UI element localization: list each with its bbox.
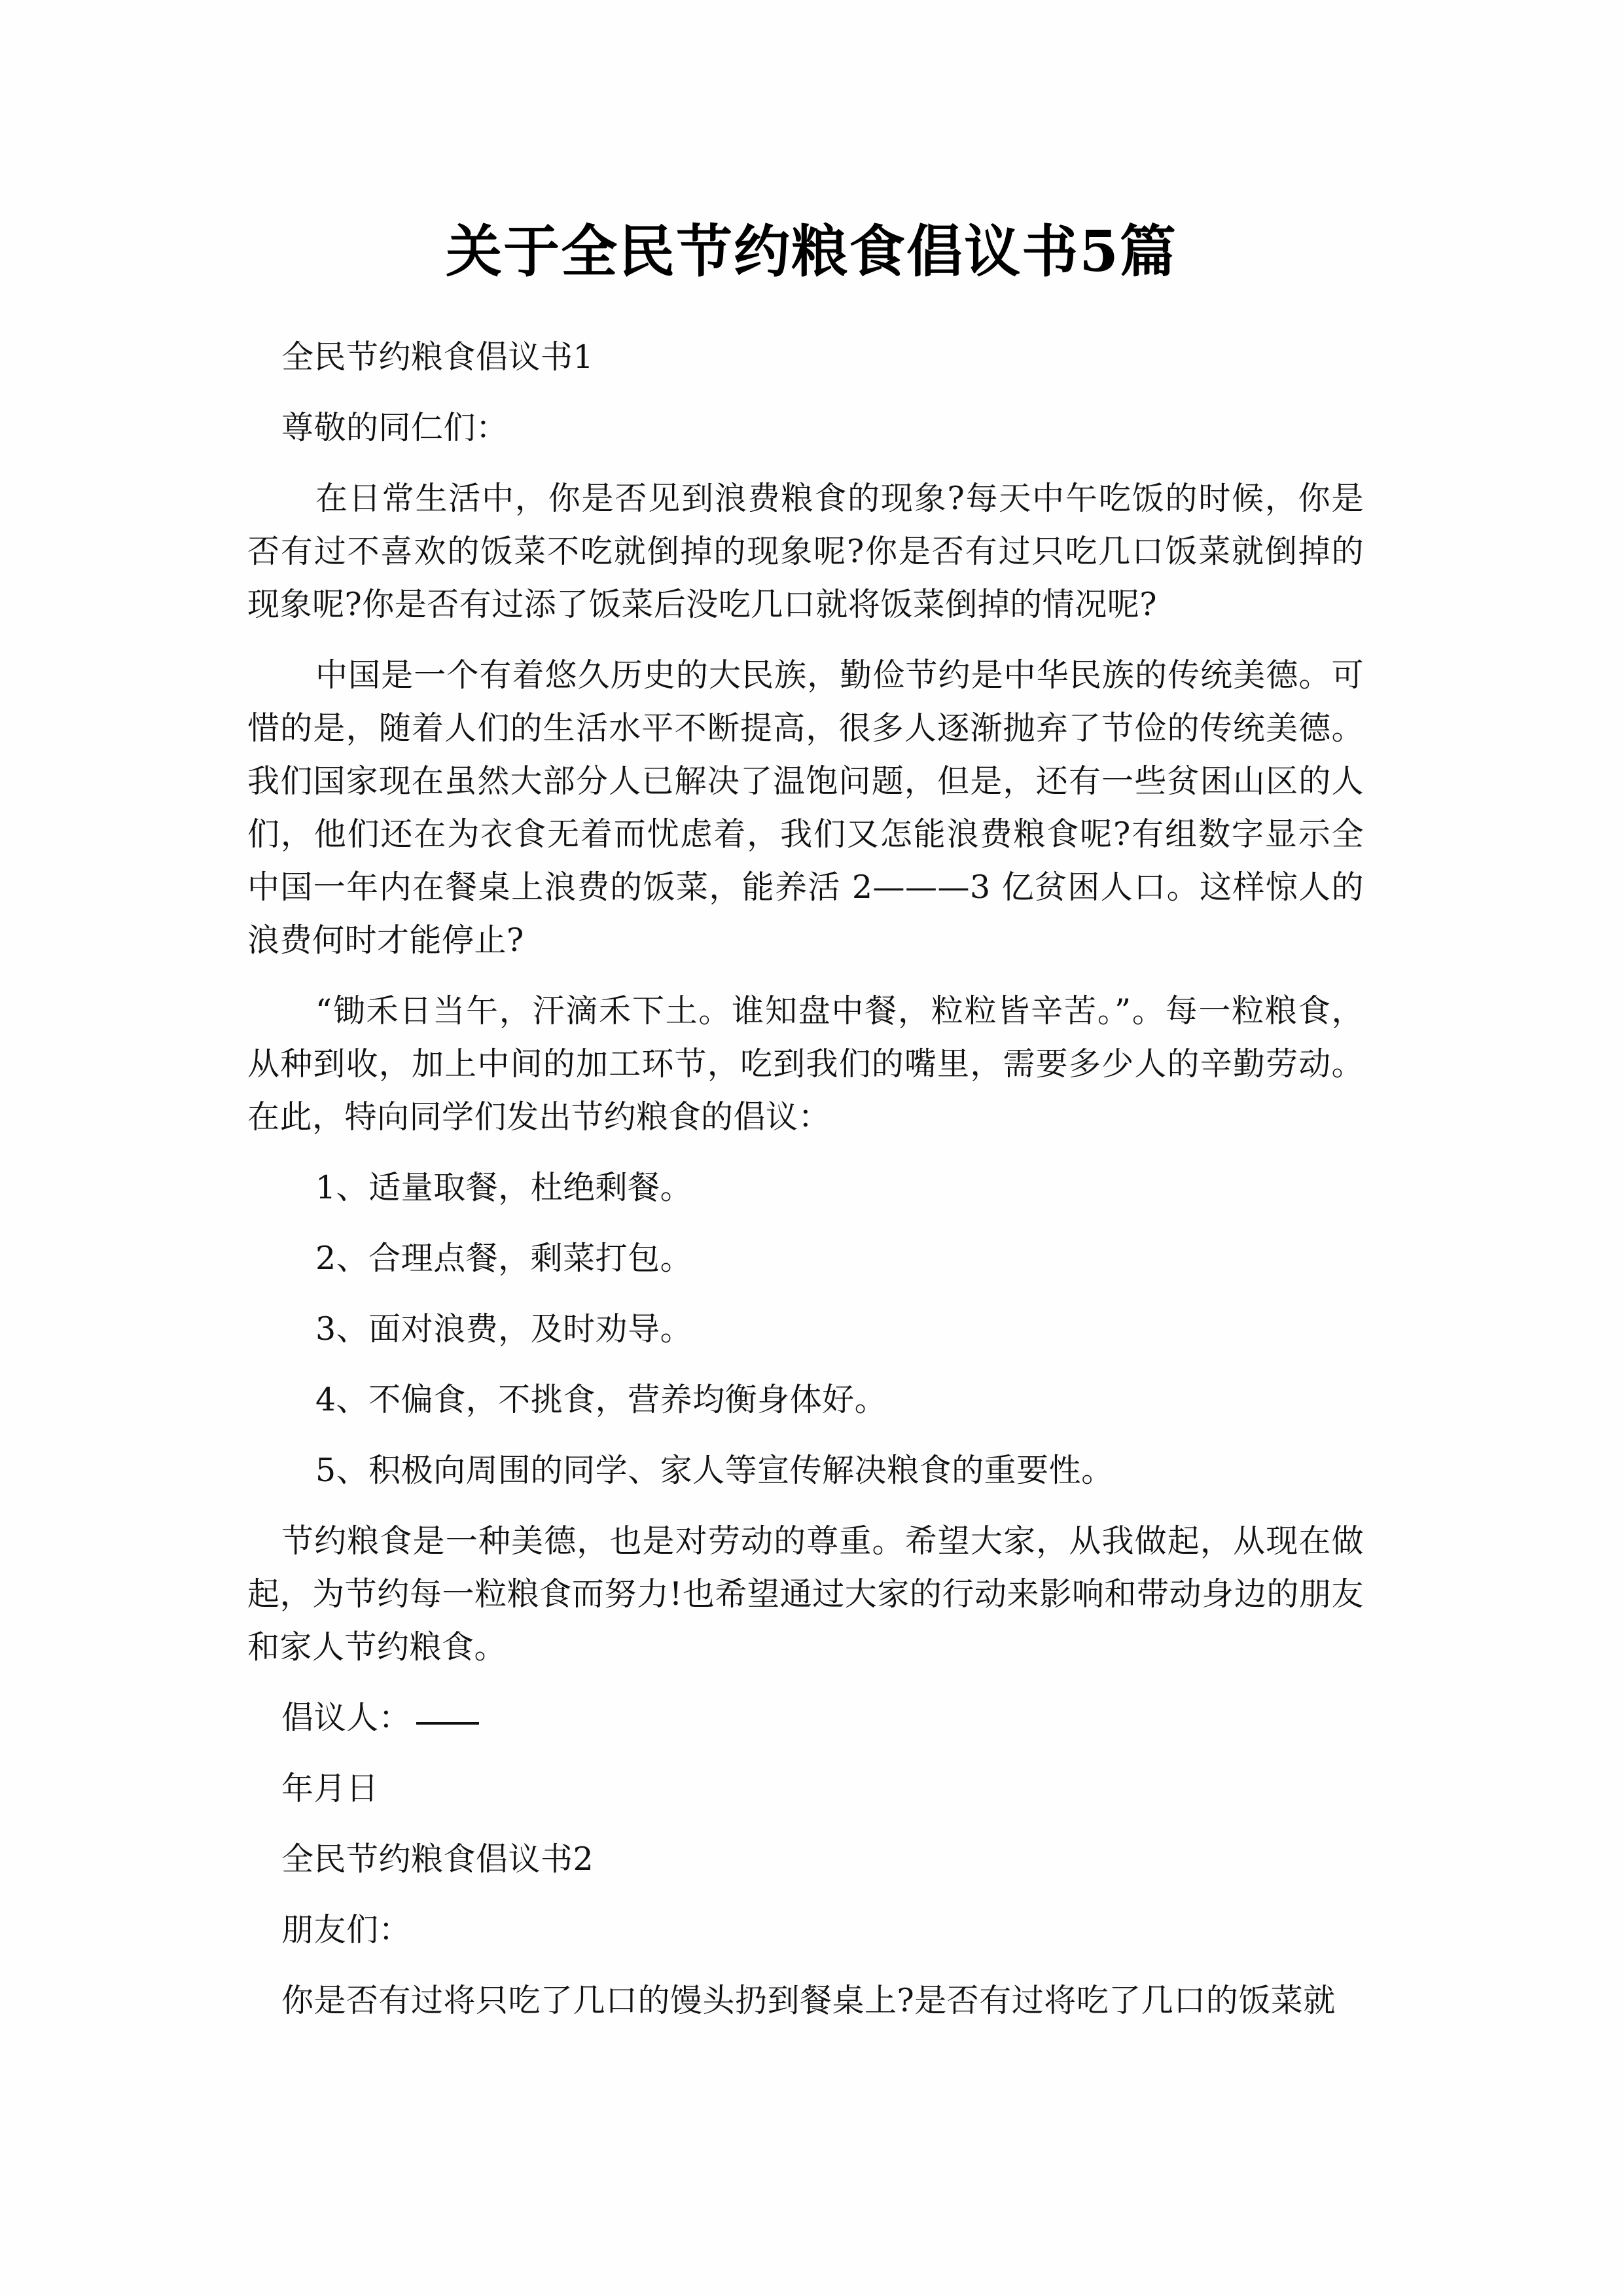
document-body [247, 331, 1364, 2027]
signer-text: 倡议人： [281, 1699, 412, 1736]
list-item: 3、面对浪费，及时劝导。 [315, 1310, 693, 1348]
salutation-1: 尊敬的同仁们： [281, 409, 508, 446]
page-title: 关于全民节约粮食倡议书5篇 [446, 218, 1177, 285]
body-paragraph: “锄禾日当午，汗滴禾下土。谁知盘中餐，粒粒皆辛苦。”。每一粒粮食，从种到收，加上中间的加工环节，吃到我们的嘴里，需要多少人的辛勤劳动。在此，特向同学们发出节约粮食的倡议： [247, 992, 1364, 1136]
signature-blank[interactable] [416, 1722, 479, 1725]
list-item: 5、积极向周围的同学、家人等宣传解决粮食的重要性。 [315, 1452, 1114, 1489]
list-item: 1、适量取餐，杜绝剩餐。 [315, 1169, 693, 1206]
salutation-2: 朋友们： [281, 1911, 412, 1948]
body-paragraph: 在日常生活中，你是否见到浪费粮食的现象?每天中午吃饭的时候，你是否有过不喜欢的饭菜不吃就倒掉的现象呢?你是否有过只吃几口饭菜就倒掉的现象呢?你是否有过添了饭菜后没吃几口就将饭菜倒掉的情况呢? [247, 480, 1364, 623]
date-line: 年月日 [281, 1770, 379, 1807]
body-paragraph: 中国是一个有着悠久历史的大民族，勤俭节约是中华民族的传统美德。可惜的是，随着人们的生活水平不断提高，很多人逐渐抛弃了节俭的传统美德。我们国家现在虽然大部分人已解决了温饱问题，但是，还有一些贫困山区的人们，他们还在为衣食无着而忧虑着，我们又怎能浪费粮食呢?有组数字显示全中国一年内在餐桌上浪费的饭菜，能养活 2———3 亿贫困人口。这样惊人的浪费何时才能停止? [247, 656, 1364, 959]
section-heading-2: 全民节约粮食倡议书2 [281, 1840, 594, 1878]
body-paragraph: 你是否有过将只吃了几口的馒头扔到餐桌上?是否有过将吃了几口的饭菜就 [281, 1982, 1336, 2019]
signer-line [247, 1691, 1364, 1744]
list-item: 2、合理点餐，剩菜打包。 [315, 1240, 693, 1277]
body-paragraph: 节约粮食是一种美德，也是对劳动的尊重。希望大家，从我做起，从现在做起，为节约每一粒粮食而努力!也希望通过大家的行动来影响和带动身边的朋友和家人节约粮食。 [247, 1522, 1364, 1666]
section-heading-1: 全民节约粮食倡议书1 [281, 338, 594, 376]
list-item: 4、不偏食，不挑食，营养均衡身体好。 [315, 1381, 887, 1418]
